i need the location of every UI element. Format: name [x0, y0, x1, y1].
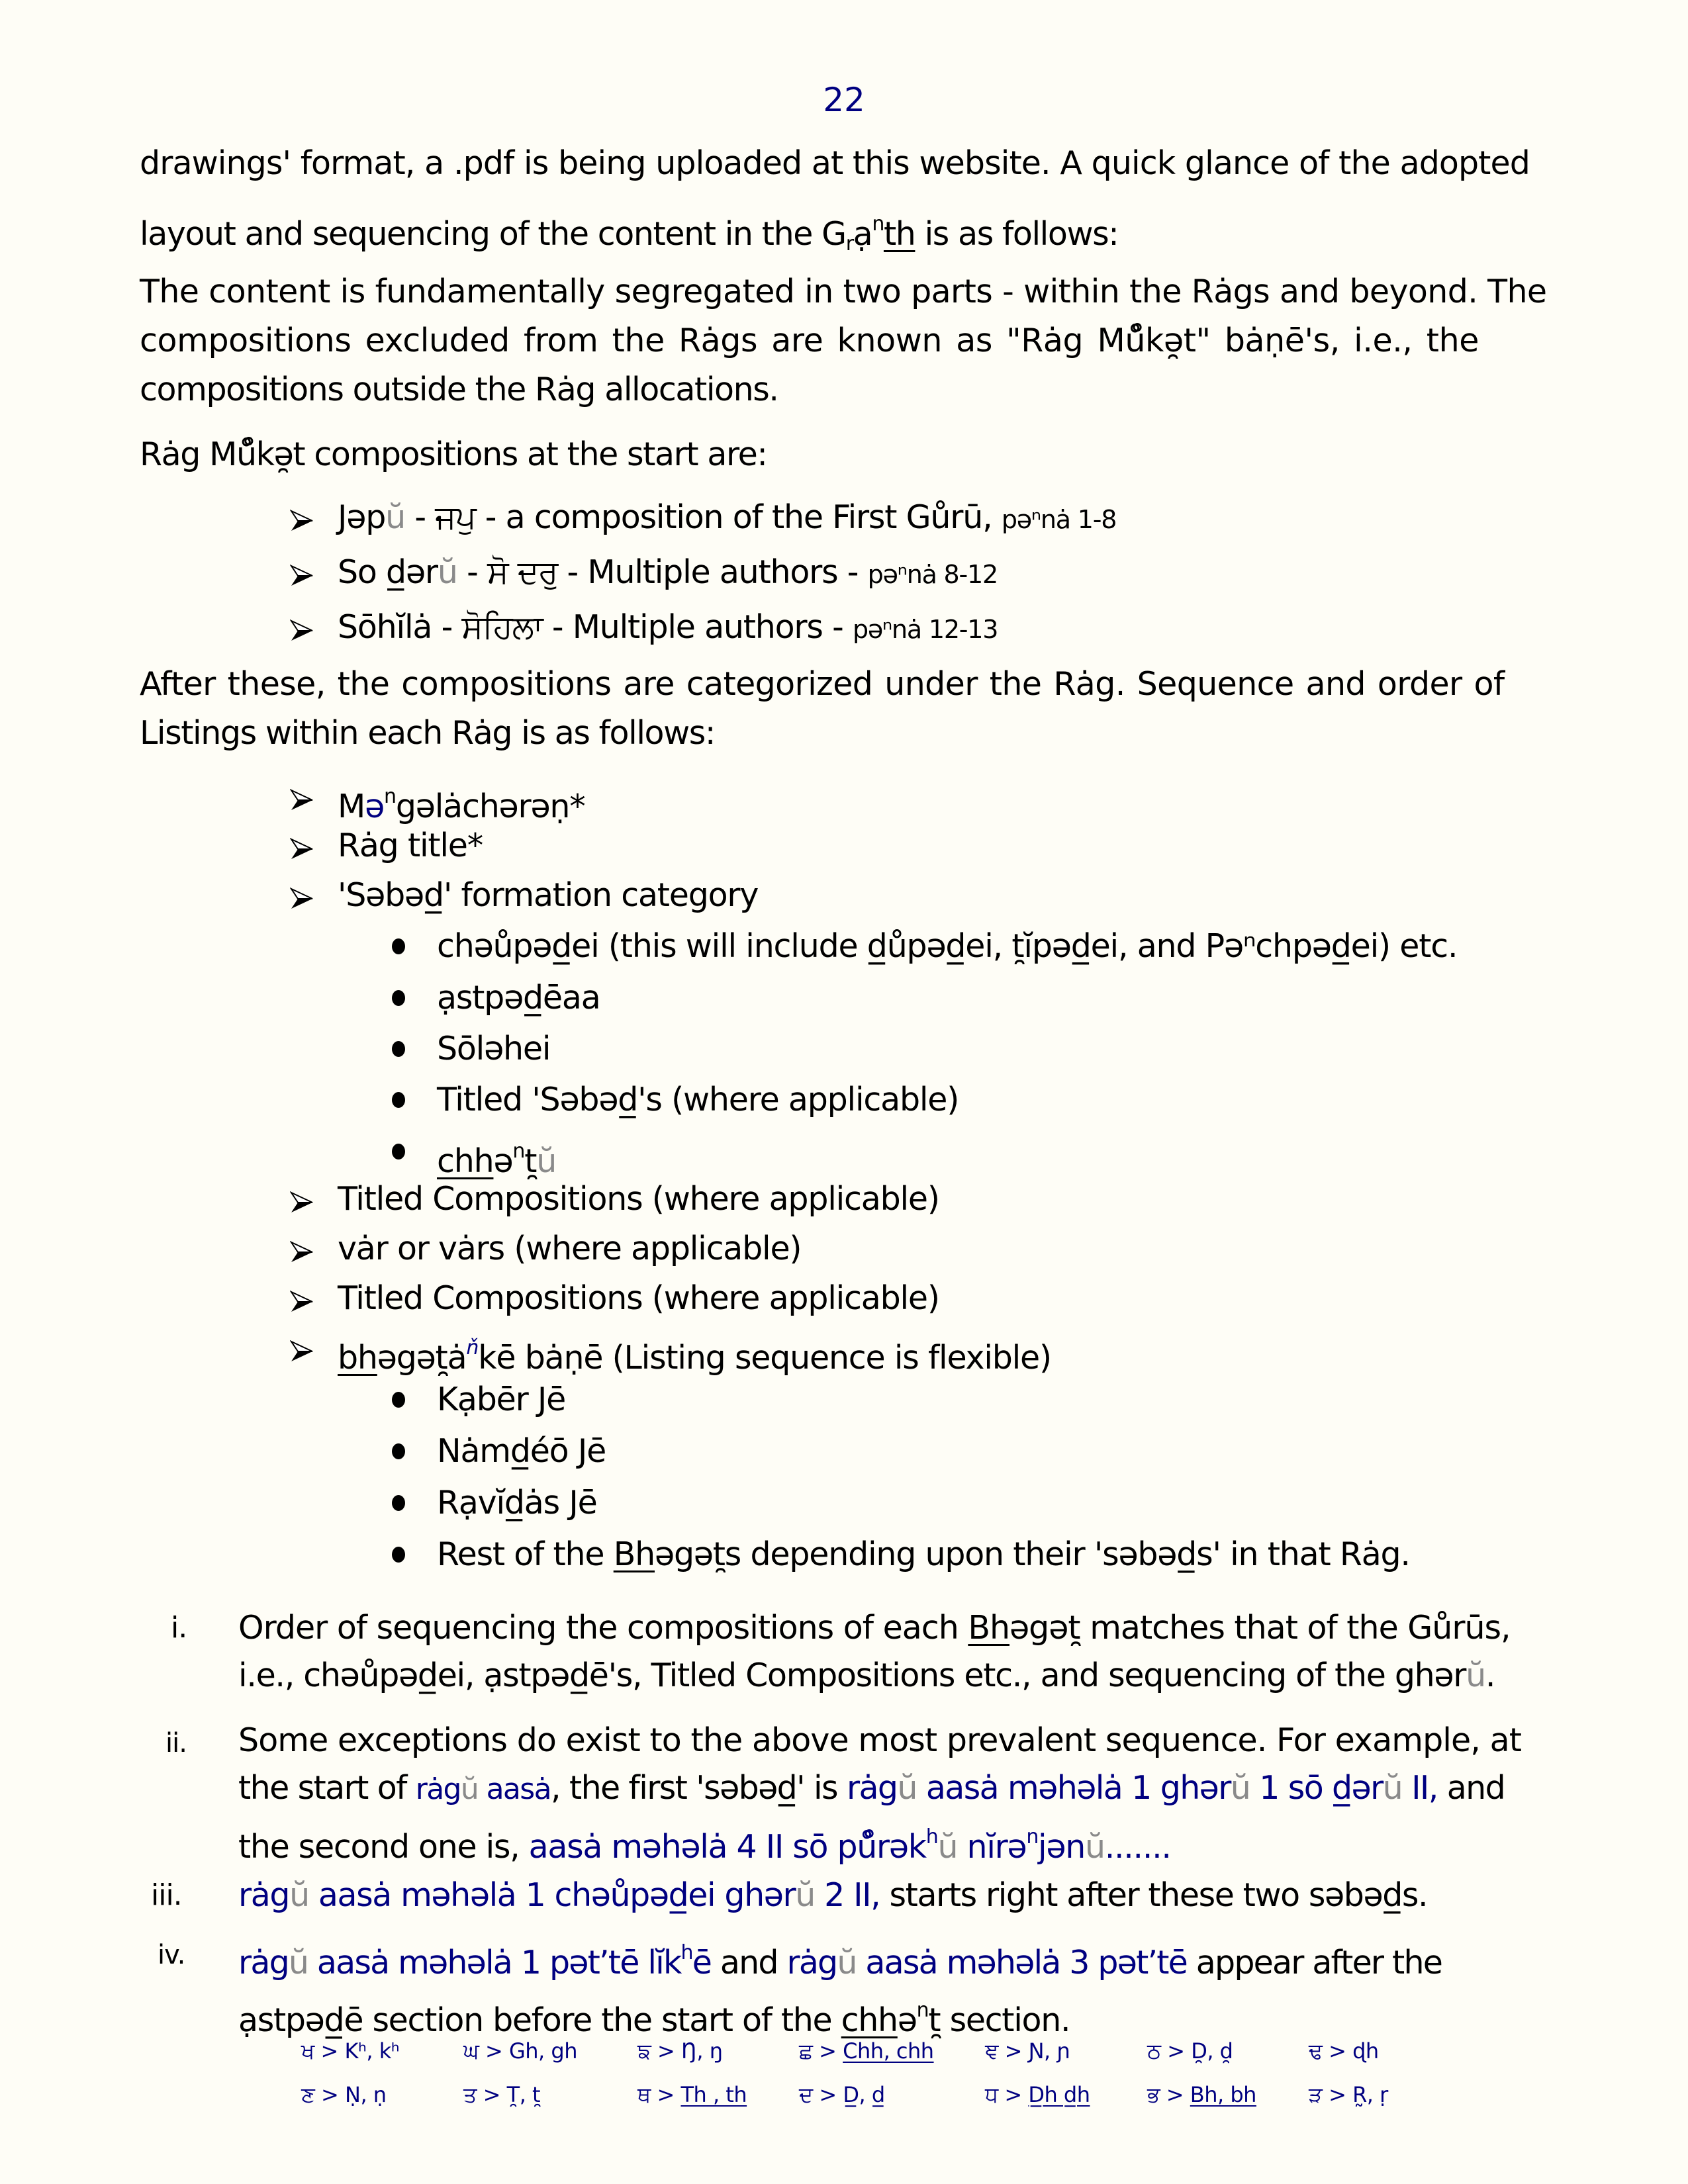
listing-mangalacharan [338, 777, 585, 827]
text-span: Bh [968, 1609, 1010, 1647]
note-numeral: iii. [151, 1878, 182, 1912]
intro-line-2 [140, 200, 1551, 269]
text-span: ŭ [1466, 1657, 1485, 1694]
text-span: ਭ [1147, 2082, 1160, 2107]
text-span: h [925, 1825, 938, 1848]
content-line-1: The content is fundamentally segregated in two parts - within the Rȧgs and beyond. The [140, 273, 1547, 310]
text-span: ਤ [463, 2082, 477, 2107]
text-span: ਥ [637, 2082, 651, 2107]
intro-line-1: drawings' format, a .pdf is being uploaded at this website. A quick glance of the adopted [140, 144, 1530, 182]
text-span: > [998, 2082, 1029, 2107]
key-nna [301, 2082, 387, 2108]
text-span: > R̰, ṛ [1322, 2082, 1388, 2107]
bhagat-ravidas: Rạvĭd̲ȧs Jē [437, 1484, 597, 1522]
key-nya [985, 2038, 1070, 2064]
listing-titled-compositions-2: Titled Compositions (where applicable) [338, 1279, 939, 1317]
text-span: ਞ [985, 2038, 998, 2064]
text-span: > [812, 2038, 843, 2064]
text-span: appear after the [1187, 1944, 1442, 1981]
arrow-bullet-icon [290, 1291, 314, 1313]
text-span: ਢ [1309, 2038, 1323, 2064]
note-numeral: i. [171, 1611, 187, 1645]
text-span: Order of sequencing the compositions of each [238, 1609, 968, 1647]
bhagat-rest [437, 1535, 1410, 1574]
text-span: aasȧ [478, 1772, 551, 1806]
text-span: starts right after these two səbəd̲s. [880, 1876, 1428, 1914]
text-span: ਘ [463, 2038, 479, 2064]
text-span: Chh, chh [843, 2038, 934, 2064]
text-span: əgət̯s depending upon their 'səbəd̲s' in that Rȧg. [655, 1535, 1410, 1573]
sabad-sub-chaupadei: chəůpəd̲ei (this will include d̲ůpəd̲ei, t̯ĭpəd̲ei, and Pəⁿchpəd̲ei) etc. [437, 927, 1458, 965]
page-range: pəⁿnȧ 12-13 [852, 615, 998, 644]
key-tha [637, 2082, 747, 2108]
text-span: jən [1038, 1828, 1085, 1866]
text-span: aasȧ məhəlȧ 1 chəůpəd̲ei ghər [308, 1876, 796, 1914]
text-span: ạstpəd̲ē section before the start of the [238, 2001, 841, 2039]
key-gh [463, 2038, 577, 2064]
listing-bhagatan-bane [338, 1328, 1051, 1378]
text-span: ੜ [1309, 2082, 1323, 2107]
text-span: rȧg [238, 1944, 289, 1981]
bullet-dot-icon [392, 1547, 405, 1563]
note-numeral: iv. [158, 1940, 185, 1970]
text-span: So d̲ər [338, 553, 438, 591]
text-span: layout and sequencing of the content in the G [140, 215, 846, 253]
bullet-dot-icon [392, 990, 405, 1006]
bullet-dot-icon [392, 1144, 405, 1160]
text-span: h [680, 1941, 692, 1964]
key-kh [301, 2038, 399, 2064]
text-span: M [338, 788, 365, 825]
text-span: ਣ [301, 2082, 315, 2107]
text-span: ŭ [437, 553, 457, 591]
text-span: section. [940, 2001, 1070, 2039]
text-span: ŭ [937, 1828, 958, 1866]
text-span: ਦ [799, 2082, 813, 2107]
bullet-dot-icon [392, 1392, 405, 1408]
rag-mukat-item-so-daru [338, 553, 998, 594]
bullet-dot-icon [392, 1092, 405, 1108]
text-span: aasȧ məhəlȧ 1 ghər [916, 1769, 1231, 1807]
text-span: ə [897, 2001, 917, 2039]
text-span: n [1026, 1825, 1039, 1848]
text-span: th [883, 215, 915, 253]
text-span: rȧg [238, 1876, 290, 1914]
text-span: rȧg [786, 1944, 837, 1981]
text-span: Rest of the [437, 1535, 614, 1573]
sabad-sub-astpadeaa: ạstpəd̲ēaa [437, 979, 600, 1017]
text-span: Bh [613, 1535, 655, 1573]
text-span: ਠ [1147, 2038, 1161, 2064]
text-span: ਛ [799, 2038, 813, 2064]
text-span: > D̲, d̲ [812, 2082, 885, 2107]
text-span: n [512, 1140, 525, 1163]
text-span: t̯ [524, 1142, 537, 1180]
text-span: > Gh, gh [479, 2038, 577, 2064]
text-span: i.e., chəůpəd̲ei, ạstpəd̲ē's, Titled Compositions etc., and sequencing of the ghər [238, 1657, 1466, 1694]
content-line-2: compositions excluded from the Rȧgs are known as "Rȧg Mů̊kə̯t" bȧṇē's, i.e., the [140, 322, 1479, 359]
text-span: ŭ [795, 1876, 815, 1914]
text-span: əgət̯ȧ [377, 1339, 467, 1377]
text-span: ŭ [837, 1944, 857, 1981]
text-span: rȧg [846, 1769, 898, 1807]
text-span: ŭ [1230, 1769, 1250, 1807]
text-span: Bh, bh [1190, 2082, 1256, 2107]
arrow-bullet-icon [290, 1340, 314, 1363]
bhagat-namdeo: Nȧmd̲éō Jē [437, 1432, 606, 1470]
text-span: 2 II, [814, 1876, 880, 1914]
sabad-sub-chhant [437, 1132, 556, 1181]
text-span: ....... [1104, 1828, 1171, 1866]
text-span: ạ [853, 215, 872, 253]
text-span: Jəp [338, 498, 386, 536]
text-span: ਧ [985, 2082, 998, 2107]
text-span: ŭ [897, 1769, 917, 1807]
text-span: is as follows: [915, 215, 1119, 253]
text-span: 1 sō d̲ər [1250, 1769, 1383, 1807]
text-span: n [384, 785, 396, 808]
note-iii [238, 1872, 1552, 1919]
text-span: > T̯, t̯ [476, 2082, 541, 2107]
note-i [238, 1604, 1552, 1700]
note-numeral: ii. [165, 1728, 187, 1758]
key-da [799, 2082, 885, 2108]
listing-titled-compositions-1: Titled Compositions (where applicable) [338, 1180, 939, 1218]
content-line-3: compositions outside the Rȧg allocations. [140, 371, 778, 408]
text-span: Th , th [680, 2082, 747, 2107]
text-span: ਖ [301, 2038, 314, 2064]
text-span: > Ṇ, ṇ [314, 2082, 387, 2107]
text-span: ŭ [288, 1944, 308, 1981]
page-number: 22 [823, 81, 865, 119]
text-span: ŭ [385, 498, 405, 536]
key-ddh [1309, 2038, 1379, 2064]
key-chh [799, 2038, 934, 2064]
text-span: the start of [238, 1769, 416, 1807]
text-span: chh [841, 2001, 898, 2039]
arrow-bullet-icon [290, 838, 314, 860]
text-span: aasȧ məhəlȧ 1 pət’tē lĭk [308, 1944, 681, 1981]
text-span: kē bȧṇē (Listing sequence is flexible) [478, 1339, 1051, 1377]
page-range: pəⁿnȧ 8-12 [867, 560, 998, 589]
text-span: ə [493, 1142, 513, 1180]
intro-paragraph [140, 139, 1551, 269]
bullet-dot-icon [392, 1443, 405, 1459]
listing-var: vȧr or vȧrs (where applicable) [338, 1230, 802, 1267]
text-span: > Ɲ, ɲ [998, 2038, 1070, 2064]
arrow-bullet-icon [290, 1241, 314, 1263]
bullet-dot-icon [392, 1495, 405, 1511]
text-span: chh [437, 1142, 494, 1180]
bullet-dot-icon [392, 1041, 405, 1057]
text-span: D̲h d̲h [1028, 2082, 1090, 2107]
arrow-bullet-icon [290, 619, 314, 642]
text-span: Sōhĭlȧ - ਸੋਹਿਲਾ - Multiple authors - [338, 608, 853, 646]
text-span: . [1485, 1657, 1495, 1694]
text-span: ਙ [637, 2038, 651, 2064]
text-span: > [1160, 2082, 1190, 2107]
bullet-dot-icon [392, 938, 405, 954]
text-span: II, [1402, 1769, 1438, 1807]
key-ta [463, 2082, 540, 2108]
page-range: pəⁿnȧ 1-8 [1001, 505, 1117, 534]
text-span: ŭ [289, 1876, 309, 1914]
sabad-sub-solahei: Sōləhei [437, 1030, 551, 1068]
key-tth [1147, 2038, 1233, 2064]
text-span: aasȧ məhəlȧ 4 II sō pů̊rək [528, 1828, 926, 1866]
text-span: ŭ [1382, 1769, 1403, 1807]
text-span: t̯ [928, 2001, 941, 2039]
text-span: - ਸੋ ਦਰੁ - Multiple authors - [457, 553, 868, 591]
text-span: əgət̯ matches that of the Gůrūs, [1009, 1609, 1511, 1647]
rag-mukat-item-sohila [338, 608, 998, 649]
arrow-bullet-icon [290, 565, 314, 587]
key-rra [1309, 2082, 1388, 2108]
text-span: , the first 'səbəd̲' is [551, 1769, 847, 1807]
text-span: and [1437, 1769, 1505, 1807]
text-span: the second one is, [238, 1828, 529, 1866]
text-span: gəlȧchərəṇ* [395, 788, 585, 825]
text-span: - ਜਪੁ - a composition of the First Gůrū, [404, 498, 1002, 536]
text-span: ŭ [536, 1142, 557, 1180]
text-span: ē [692, 1944, 712, 1981]
text-span: nĭrə [957, 1828, 1027, 1866]
note-iv [238, 1929, 1552, 2044]
text-span: > Kʰ, kʰ [314, 2038, 400, 2064]
key-bha [1147, 2082, 1256, 2108]
text-span: ə [365, 788, 385, 825]
key-dha [985, 2082, 1090, 2108]
content-paragraph [140, 267, 1551, 414]
text-span: aasȧ məhəlȧ 3 pət’tē [856, 1944, 1188, 1981]
text-span: n [872, 212, 884, 236]
arrow-bullet-icon [290, 887, 314, 910]
note-ii [238, 1717, 1552, 1871]
arrow-bullet-icon [290, 1191, 314, 1214]
after-these-paragraph [140, 660, 1551, 758]
text-span: > ɖh [1322, 2038, 1379, 2064]
text-span: After these, the compositions are categorized under the Rȧg. Sequence and order of [140, 665, 1505, 703]
text-span: ŭ [460, 1772, 479, 1806]
text-span: n [916, 1999, 929, 2022]
text-span: and [711, 1944, 787, 1981]
bhagat-kabir: Kạbēr Jē [437, 1381, 566, 1418]
text-span: rȧg [415, 1772, 461, 1806]
text-span: bh [338, 1339, 377, 1377]
text-span: > [650, 2082, 681, 2107]
text-span: > D̯, d̯ [1160, 2038, 1233, 2064]
arrow-bullet-icon [290, 510, 314, 532]
text-span: ň [466, 1336, 479, 1359]
rag-mukat-heading: Rȧg Mů̊kə̯t compositions at the start are: [140, 435, 767, 473]
sabad-sub-titled-sabads: Titled 'Səbəd̲'s (where applicable) [437, 1081, 959, 1118]
arrow-bullet-icon [290, 789, 314, 811]
listing-rag-title: Rȧg title* [338, 827, 483, 864]
key-ng [637, 2038, 723, 2064]
text-span: Some exceptions do exist to the above most prevalent sequence. For example, at [238, 1721, 1522, 1759]
text-span: ŭ [1084, 1828, 1105, 1866]
rag-mukat-item-japu [338, 498, 1116, 539]
text-span: > Ŋ, ŋ [651, 2038, 723, 2064]
text-span: r [845, 232, 853, 255]
listing-sabad-category: 'Səbəd̲' formation category [338, 876, 759, 914]
text-span: Listings within each Rȧg is as follows: [140, 714, 716, 752]
